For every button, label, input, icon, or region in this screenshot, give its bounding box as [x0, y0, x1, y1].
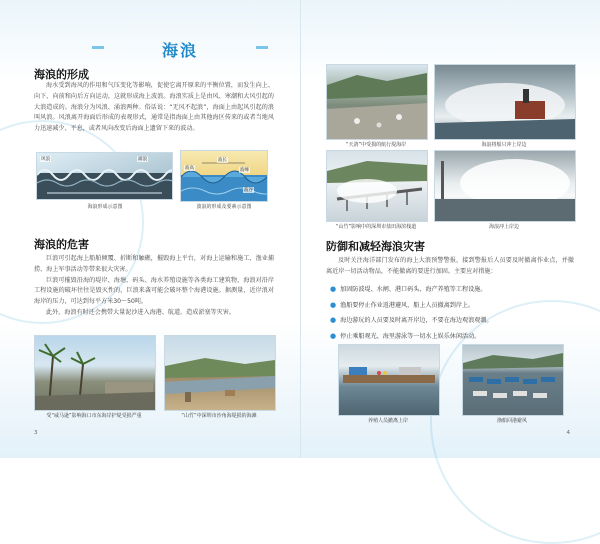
label-wavelength: 波长: [218, 158, 227, 163]
photo-ship-pushed-ashore: [434, 64, 576, 140]
caption-photo-ship: 海浪将船只冲上岸边: [481, 142, 527, 148]
list-item: ● 停止乘船观光、海里游泳等一切水上娱乐休闲活动。: [330, 329, 574, 345]
caption-elements-diagram: 波浪的形成及要素示意图: [196, 204, 252, 210]
label-swell: 涌浪: [138, 157, 147, 162]
photo-waves-on-shore: [434, 150, 576, 222]
formation-paragraph: 海水受到海风的作用和气压变化等影响，促使它离开原来的平衡位置，而发生向上、向下、向前和向后方向运动，这就形成海上波浪。海浪实质上是由风、寒潮和大风引起的大浪造成的。海浪分为风浪、涌浪两种。俗话说：“无风不起浪”，海面上由起风引起的浪叫风浪。风浪离开海面后形成的表观形式，通常是指海面上由其他海区传来的或者当地风力迅速减少、平息，或者风向改变后海面上遗留下来的波动。: [34, 82, 274, 133]
caption-photo-harbor: 渔船回港避风: [496, 418, 527, 424]
label-wind-wave: 风浪: [41, 157, 50, 162]
section-heading-hazard: 海浪的危害: [34, 238, 89, 251]
photo-damaged-beach: [164, 335, 276, 411]
defense-intro: 及时关注海洋部门发布的海上大浪预警警报，接到警报后人员要及时撤离作业点，并撤离近岸一切活动物品，不能撤离的要进行加固。主要应对措施：: [326, 257, 574, 275]
page-title: 海浪: [110, 38, 250, 61]
section-heading-defense: 防御和减轻海浪灾害: [326, 240, 425, 253]
list-item: ● 海边游玩的人员要及时离开岸边，不要在海边观浪观潮。: [330, 313, 574, 329]
page-number-left: 3: [34, 430, 38, 436]
label-wave-height: 波高: [185, 166, 194, 171]
label-trough: 波谷: [244, 188, 253, 193]
hazard-paragraphs: 巨浪可引起海上船舶倾覆、折断和触礁，摧毁海上平台，对海上运输和施工、渔业捕捞、海上军事活动等带来很大灾害。 巨浪可摧毁沿海的堤岸、海塘、码头、海水养殖设施等各类海工建筑物，海浪对沿岸工程设施的破坏往往是毁灭性的，巨浪来袭可能会破坏整个海港设施。据测量，近岸浪对海岸的压力，可达到每平方米30～50吨。 此外，海浪有时还会携带大量泥沙进入海港、航道，造成淤塞等灾害。: [34, 255, 274, 316]
caption-photo-embankment: “天鸽”中受损的航行堤海岸: [345, 142, 407, 148]
page-number-right: 4: [566, 430, 570, 436]
page-divider: [300, 0, 301, 458]
caption-photo-beach: “山竹”中深圳市沙角海堤损的海滩: [181, 413, 257, 419]
photo-damaged-seawall: [34, 335, 156, 411]
list-item: ● 渔船要停止作业返港避风，船上人员撤离到岸上。: [330, 298, 574, 314]
caption-formation-diagram: 海浪形成示意图: [87, 204, 123, 210]
caption-photo-boardwalk: “山竹”影响中的深圳市盐田海滨栈道: [335, 224, 417, 230]
wave-elements-diagram: [180, 150, 268, 202]
section-heading-formation: 海浪的形成: [34, 68, 89, 81]
defense-measures-list: [330, 282, 574, 344]
caption-photo-seawall: 受“威马逊”影响海口市东海岸护堤受损严重: [46, 413, 142, 419]
photo-seaside-boardwalk: [326, 150, 428, 222]
photo-aquaculture-evacuation: [338, 344, 440, 416]
photo-boats-harbor: [462, 344, 564, 416]
list-item: ● 加固防波堤、水闸、港口码头、海产养殖等工程设施。: [330, 282, 574, 298]
photo-damaged-embankment: [326, 64, 428, 140]
wave-formation-diagram: [36, 152, 173, 200]
caption-photo-aquaculture: 养殖人员撤离上岸: [367, 418, 408, 424]
label-crest: 波峰: [240, 168, 249, 173]
caption-photo-shore: 海浪冲上岸边: [488, 224, 519, 230]
